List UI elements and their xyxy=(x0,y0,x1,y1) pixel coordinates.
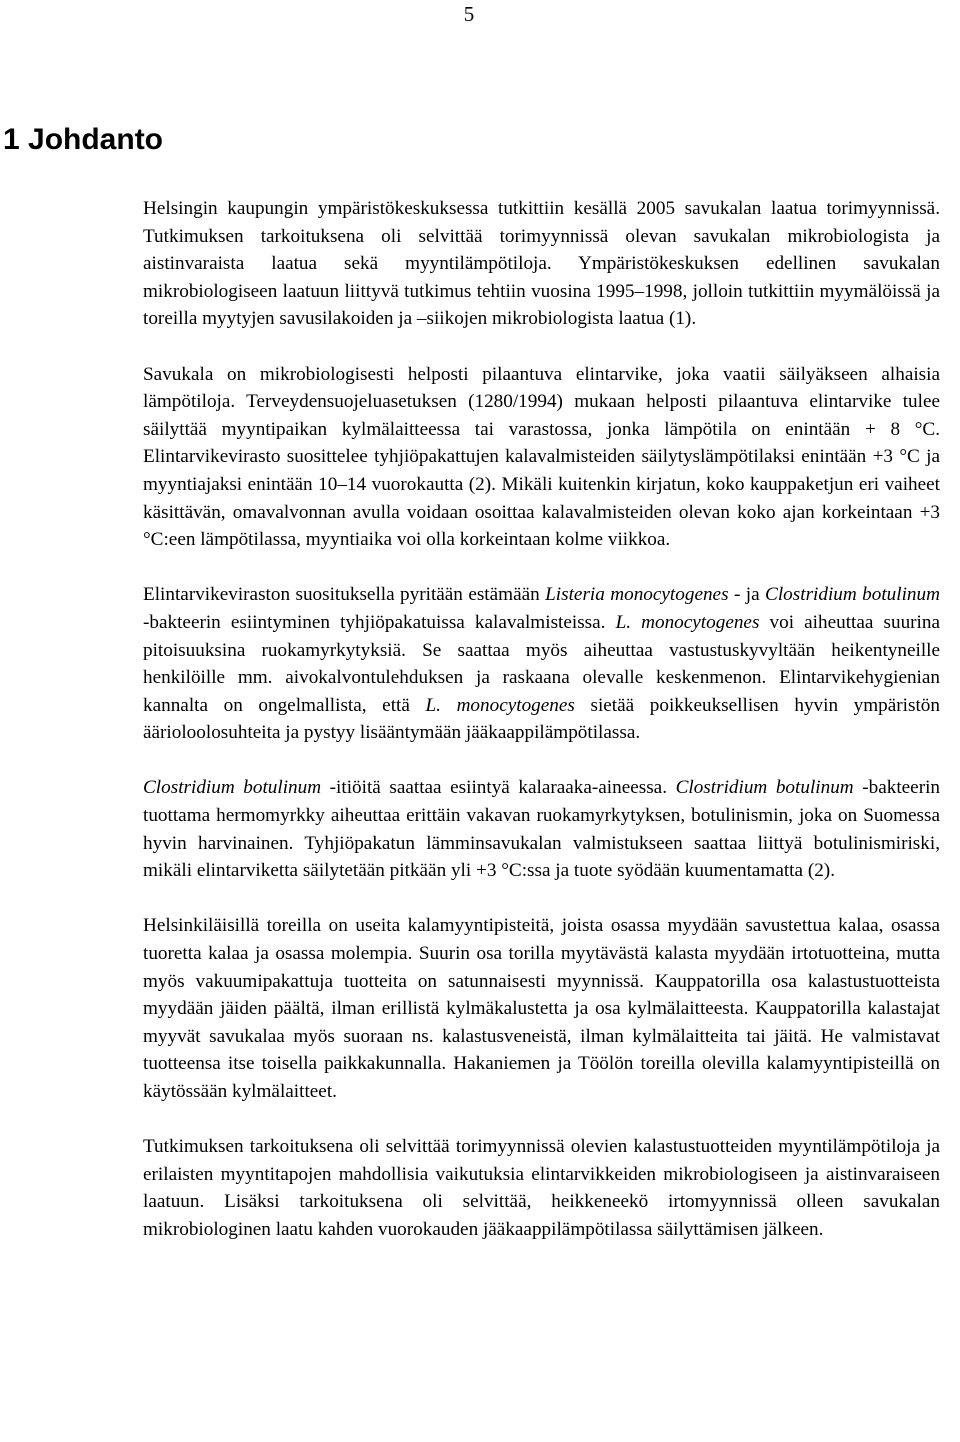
species-name: L. monocytogenes xyxy=(615,611,760,633)
chapter-heading: 1 Johdanto xyxy=(3,123,164,156)
text-run: sietää poikkeuksellisen hyvin ympäristön äärioloolosuhteita ja pystyy lisääntymään jääkaappilämpötilassa. xyxy=(143,694,940,744)
text-run: - ja xyxy=(728,584,766,606)
text-run: Elintarvikeviraston suosituksella pyritään estämään xyxy=(143,584,546,606)
text-run: -bakteerin esiintyminen tyhjiöpakatuissa kalavalmisteissa. xyxy=(143,611,616,633)
body-text xyxy=(143,195,940,1244)
text-run: -itiöitä saattaa esiintyä kalaraaka-aineessa. xyxy=(321,777,676,799)
text-run: -bakteerin tuottama hermomyrkky aiheuttaa erittäin vakavan ruokamyrkytyksen, botulinismin, joka on Suomessa hyvin harvinainen. Tyhjiöpakatun lämminsavukalan valmistukseen saattaa liittyä botulinismiriski, mikäli elintarviketta säilytetään pitkään yli +3 °C:ssa ja tuote syödään kuumentamatta (2). xyxy=(143,777,941,882)
text-run: voi aiheuttaa suurina pitoisuuksina ruokamyrkytyksiä. Se saattaa myös aiheuttaa vastustuskyvyltään heikentyneille henkilöille mm. aivokalvontulehduksen ja raskaana olevalle keskenmenon. Elintarvikehygienian kannalta on ongelmallista, että xyxy=(143,611,940,716)
paragraph-clostridium xyxy=(143,774,940,884)
species-name: Listeria monocytogenes xyxy=(545,584,729,606)
paragraph-intro: Helsingin kaupungin ympäristökeskuksessa tutkittiin kesällä 2005 savukalan laatua torimyynnissä. Tutkimuksen tarkoituksena oli selvittää torimyynnissä olevan savukalan mikrobiologista ja aistinvaraista laatua sekä myyntilämpötiloja. Ympäristökeskuksen edellinen savukalan mikrobiologiseen laatuun liittyvä tutkimus tehtiin vuosina 1995–1998, jolloin tutkittiin myymälöissä ja toreilla myytyjen savusilakoiden ja –siikojen mikrobiologista laatua (1). xyxy=(143,198,940,330)
species-name: Clostridium botulinum xyxy=(143,777,322,799)
species-name: Clostridium botulinum xyxy=(675,777,854,799)
paragraph-storage-temperature: Savukala on mikrobiologisesti helposti pilaantuva elintarvike, joka vaatii säilyäkseen alhaisia lämpötiloja. Terveydensuojeluasetuksen (1280/1994) mukaan helposti pilaantuva elintarvike tulee säilyttää myyntipaikan kylmälaitteessa tai varastossa, jonka lämpötila on enintään + 8 °C. Elintarvikevirasto suosittelee tyhjiöpakattujen kalavalmisteiden säilytyslämpötilaksi enintään +3 °C ja myyntiajaksi enintään 10–14 vuorokautta (2). Mikäli kuitenkin kirjatun, koko kauppaketjun eri vaiheet käsittävän, omavalvonnan avulla voidaan osoittaa kalavalmisteiden olevan koko ajan korkeintaan +3 °C:een lämpötilassa, myyntiaika voi olla korkeintaan kolme viikkoa. xyxy=(143,363,940,551)
species-name: Clostridium botulinum xyxy=(765,584,940,606)
paragraph-market-sales: Helsinkiläisillä toreilla on useita kalamyyntipisteitä, joista osassa myydään savustettua kalaa, osassa tuoretta kalaa ja osassa molempia. Suurin osa torilla myytävästä kalasta myydään irtotuotteina, mutta myös vakuumipakattuja tuotteita on satunnaisesti myynnissä. Kauppatorilla osa kalastustuotteista myydään jäiden päältä, ilman erillistä kylmäkalustetta ja osa kylmälaitteesta. Kauppatorilla kalastajat myyvät savukalaa myös suoraan ns. kalastusveneistä, ilman kylmälaitteita tai jäitä. He valmistavat tuotteensa itse toisella paikkakunnalla. Hakaniemen ja Töölön toreilla olevilla kalamyyntipisteillä on käytössään kylmälaitteet. xyxy=(143,915,940,1102)
paragraph-listeria xyxy=(143,581,940,747)
paragraph-study-aim: Tutkimuksen tarkoituksena oli selvittää torimyynnissä olevien kalastustuotteiden myyntilämpötiloja ja erilaisten myyntitapojen mahdollisia vaikutuksia elintarvikkeiden mikrobiologiseen ja aistinvaraiseen laatuun. Lisäksi tarkoituksena oli selvittää, heikkeneekö irtomyynnissä olleen savukalan mikrobiologinen laatu kahden vuorokauden jääkaappilämpötilassa säilyttämisen jälkeen. xyxy=(143,1136,940,1240)
species-name: L. monocytogenes xyxy=(425,694,575,716)
page-number: 5 xyxy=(463,2,475,26)
